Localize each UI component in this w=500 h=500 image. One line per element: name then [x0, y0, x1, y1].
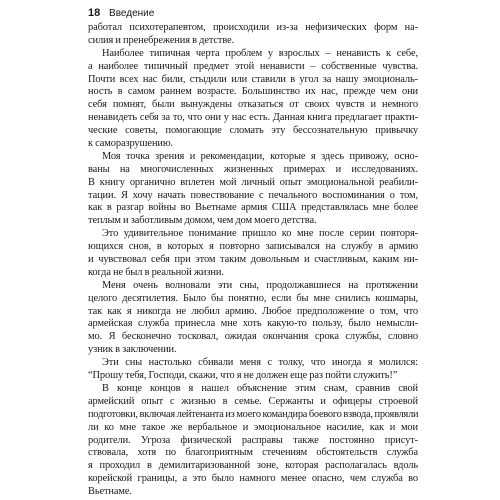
- text-line: ли ко мне такое же вербальное и эмоциональное насилие, как и мои: [88, 421, 418, 433]
- paragraph: [88, 383, 418, 499]
- text-line: как в разгар войны во Вьетнаме армия США представлялась мне более: [88, 202, 418, 214]
- page-number: 18: [88, 7, 101, 19]
- paragraph: [88, 48, 418, 151]
- text-line: Эти сны настолько сбивали меня с толку, что иногда я молился:: [102, 357, 418, 369]
- running-head: [88, 6, 418, 20]
- text-line: Это удивительное понимание пришло ко мне после серии повторя-: [102, 228, 418, 240]
- body-text: [88, 22, 418, 498]
- text-line: и чувствовал себя при этом таким довольным и счастливым, каким ни-: [88, 254, 418, 266]
- section-title: Введение: [109, 8, 155, 19]
- text-line: В конце концов я нашел объяснение этим снам, сравнив свой: [102, 382, 418, 394]
- text-line: “Прошу тебя, Господи, скажи, что я не должен еще раз пойти служить!”: [88, 370, 398, 382]
- text-line: В книгу органично вплетен мой личный опыт эмоциональной реабили-: [88, 176, 418, 188]
- text-line: ющихся снов, в которых я повторно записывался на службу в армию: [88, 241, 418, 253]
- paragraph: [88, 357, 418, 383]
- text-line: а наиболее типичный предмет этой ненависти – собственные чувства.: [88, 60, 418, 72]
- text-line: Меня очень волновали эти сны, продолжавшиеся на протяжении: [102, 279, 418, 291]
- text-line: подготовки, включая лейтенанта из моего командира боевого взвода, проявляли: [88, 408, 418, 420]
- text-line: Почти всех нас били, стыдили или ставили в угол за нашу эмоциональ-: [88, 73, 418, 85]
- text-line: армейский опыт с жизнью в семье. Сержанты и офицеры строевой: [88, 395, 418, 407]
- text-line: ненавидеть себя за то, что они у нас есть. Данная книга предлагает практи-: [88, 112, 418, 124]
- text-line: ческие советы, помогающие сломать эту бессознательную привычку: [88, 125, 418, 137]
- text-line: к саморазрушению.: [88, 138, 174, 150]
- text-line: силия и пренебрежения в детстве.: [88, 34, 235, 46]
- text-line: ность в самом раннем возрасте. Большинство их нас, прежде чем они: [88, 86, 418, 98]
- text-line: Моя точка зрения и рекомендации, которые я здесь привожу, осно-: [102, 150, 418, 162]
- paragraph: [88, 228, 418, 280]
- text-line: себя помнят, были вынуждены отказаться от своих чувств и немного: [88, 99, 418, 111]
- text-line: так как я никогда не любил армию. Любое предположение о том, что: [88, 305, 418, 317]
- text-line: тации. Я хочу начать повествование с печального воспоминания о том,: [88, 189, 418, 201]
- text-line: целого десятилетия. Было бы понятно, если бы мне снились кошмары,: [88, 292, 418, 304]
- paragraph: [88, 22, 418, 48]
- text-line: я проходил в демилитаризованной зоне, которая располагалась вдоль: [88, 460, 418, 472]
- text-line: армейская служба принесла мне хоть какую-то пользу, было немысли-: [88, 318, 418, 330]
- text-line: работал психотерапевтом, происходили из-за нефизических форм на-: [88, 22, 418, 33]
- paragraph: [88, 151, 418, 228]
- text-line: ствовала, хотя по благоприятным стечениям обстоятельств служба: [88, 447, 418, 459]
- text-line: Вьетнаме.: [88, 486, 132, 498]
- text-line: когда не был в реальной жизни.: [88, 266, 224, 278]
- paragraph: [88, 280, 418, 357]
- text-line: ваны на многочисленных жизненных примерах и исследованиях.: [88, 163, 418, 175]
- text-line: родители. Угроза физической расправы также постоянно присут-: [88, 434, 418, 446]
- text-line: узник в заключении.: [88, 344, 177, 356]
- text-line: Наиболее типичная черта проблем у взрослых – ненависть к себе,: [102, 47, 418, 59]
- text-line: мо. Я бесконечно тосковал, ожидая окончания срока службы, словно: [88, 331, 418, 343]
- text-line: теплым и заботливым домом, чем дом моего детства.: [88, 215, 317, 227]
- text-line: корейской границы, а это было намного менее опасно, чем служба во: [88, 473, 418, 485]
